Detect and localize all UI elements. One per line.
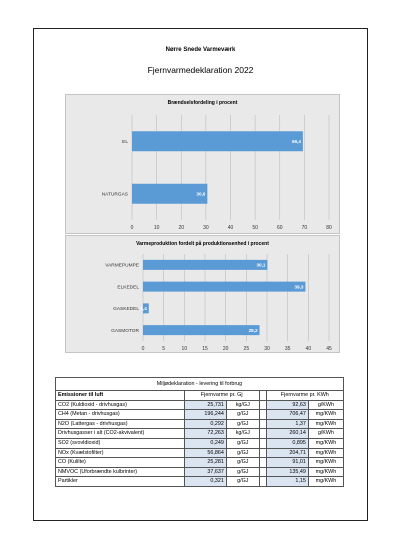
unit-per-gj: g/GJ — [226, 438, 259, 448]
table-row — [56, 477, 344, 487]
emission-name: CO2 (Kuldioxid - drivhusgas) — [56, 400, 185, 410]
chart-title: Brændselsfordeling i procent — [167, 100, 238, 106]
x-tick-label: 5 — [162, 346, 166, 352]
emission-name: N2O (Lattergas - drivhusgas) — [56, 419, 185, 429]
unit-per-gj: kg/GJ — [226, 429, 259, 439]
x-tick-label: 30 — [264, 346, 270, 352]
value-per-kwh: 135,49 — [266, 467, 308, 477]
x-tick-label: 0 — [130, 225, 134, 231]
value-per-gj: 25,731 — [184, 400, 226, 410]
chart-svg — [66, 95, 341, 235]
table-row — [56, 429, 344, 439]
fuel-distribution-chart — [65, 94, 340, 234]
x-tick-label: 40 — [305, 346, 312, 352]
chart-title: Varmeproduktion fordelt på produktionsenhed i procent — [136, 241, 269, 247]
unit-per-kwh: mg/KWh — [308, 419, 343, 429]
emission-name: SO2 (svovldioxid) — [56, 438, 185, 448]
table-row — [56, 438, 344, 448]
document-title: Fjernvarmedeklaration 2022 — [147, 65, 254, 75]
table-row — [56, 419, 344, 429]
value-per-gj: 56,864 — [184, 448, 226, 458]
x-tick-label: 0 — [141, 346, 145, 352]
x-tick-label: 15 — [202, 346, 208, 352]
table-row — [56, 400, 344, 410]
unit-per-gj: g/GJ — [226, 419, 259, 429]
unit-per-kwh: mg/KWh — [308, 477, 343, 487]
unit-per-gj: g/GJ — [226, 477, 259, 487]
data-label: 30,1 — [256, 262, 266, 268]
unit-per-kwh: mg/KWh — [308, 458, 343, 468]
table-row — [56, 410, 344, 420]
page-frame — [33, 28, 368, 521]
value-per-kwh: 204,71 — [266, 448, 308, 458]
category-label: GASMOTOR — [111, 328, 139, 334]
emission-name: NOx (Kvælstofilter) — [56, 448, 185, 458]
unit-per-gj: kg/GJ — [226, 400, 259, 410]
table-row — [56, 467, 344, 477]
value-per-kwh: 1,37 — [266, 419, 308, 429]
unit-per-gj: g/GJ — [226, 467, 259, 477]
value-per-kwh: 1,15 — [266, 477, 308, 487]
x-tick-label: 20 — [222, 346, 229, 352]
company-name: Nørre Snede Varmeværk — [165, 47, 236, 53]
emissions-table — [55, 377, 344, 487]
data-label: 1,4 — [140, 306, 147, 312]
value-per-kwh: 91,01 — [266, 458, 308, 468]
category-label: EL — [122, 140, 128, 146]
value-per-kwh: 0,895 — [266, 438, 308, 448]
unit-per-kwh: mg/KWh — [308, 467, 343, 477]
x-tick-label: 50 — [252, 225, 258, 231]
emission-name: CH4 (Metan - drivhusgas) — [56, 410, 185, 420]
unit-per-kwh: mg/KWh — [308, 410, 343, 420]
category-label: VARMEPUMPE — [105, 263, 139, 269]
value-per-gj: 25,281 — [184, 458, 226, 468]
bar — [132, 131, 303, 151]
production-unit-chart — [65, 235, 340, 353]
column-header-gj: Fjernvarme pr. Gj — [184, 391, 259, 401]
chart-svg — [66, 236, 341, 354]
unit-per-kwh: mg/KWh — [308, 438, 343, 448]
x-tick-label: 45 — [326, 346, 332, 352]
table-caption: Miljødeklaration - levering til forbrug — [56, 378, 344, 391]
value-per-kwh: 260,14 — [266, 429, 308, 439]
unit-per-gj: g/GJ — [226, 410, 259, 420]
value-per-gj: 72,263 — [184, 429, 226, 439]
value-per-gj: 0,321 — [184, 477, 226, 487]
bar — [143, 282, 305, 292]
value-per-kwh: 92,63 — [266, 400, 308, 410]
data-label: 28,2 — [248, 327, 258, 333]
x-tick-label: 40 — [227, 225, 234, 231]
category-label: GASKEDEL — [113, 307, 139, 313]
data-label: 30,6 — [196, 191, 206, 197]
bar — [143, 325, 260, 335]
bar — [143, 260, 267, 270]
column-header-kwh: Fjernvarme pr. KWh — [266, 391, 343, 401]
emission-name: NMVOC (Uforbrændte kulbrinter) — [56, 467, 185, 477]
x-tick-label: 60 — [276, 225, 283, 231]
x-tick-label: 25 — [243, 346, 250, 352]
x-tick-label: 20 — [178, 225, 185, 231]
table-row — [56, 448, 344, 458]
column-header-emissions: Emissioner til luft — [56, 391, 185, 401]
x-tick-label: 10 — [153, 225, 160, 231]
unit-per-kwh: mg/KWh — [308, 448, 343, 458]
x-tick-label: 35 — [284, 346, 291, 352]
x-tick-label: 10 — [181, 346, 188, 352]
table-row — [56, 458, 344, 468]
emission-name: Drivhusgasser i alt (CO2-akvivalent) — [56, 429, 185, 439]
category-label: ELKEDEL — [117, 285, 139, 291]
unit-per-gj: g/GJ — [226, 458, 259, 468]
unit-per-kwh: g/KWh — [308, 429, 343, 439]
value-per-gj: 0,292 — [184, 419, 226, 429]
x-tick-label: 80 — [326, 225, 332, 231]
data-label: 69,4 — [291, 139, 301, 145]
x-tick-label: 70 — [301, 225, 308, 231]
value-per-gj: 37,637 — [184, 467, 226, 477]
emission-name: Partikler — [56, 477, 185, 487]
unit-per-kwh: g/KWh — [308, 400, 343, 410]
value-per-kwh: 706,47 — [266, 410, 308, 420]
emission-name: CO (Kulilte) — [56, 458, 185, 468]
value-per-gj: 0,249 — [184, 438, 226, 448]
category-label: NATURGAS — [101, 192, 128, 198]
value-per-gj: 196,244 — [184, 410, 226, 420]
x-tick-label: 30 — [203, 225, 209, 231]
data-label: 39,3 — [294, 284, 304, 290]
unit-per-gj: g/GJ — [226, 448, 259, 458]
